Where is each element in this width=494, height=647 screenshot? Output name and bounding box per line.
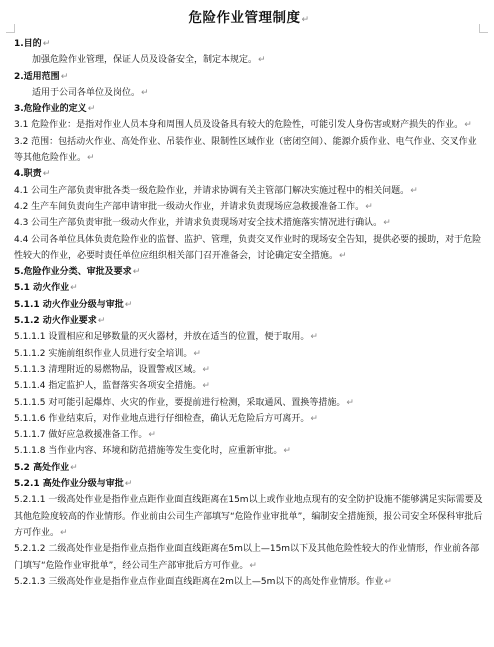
paragraph-mark: ↵ xyxy=(383,218,391,229)
section-heading xyxy=(14,69,484,85)
body-paragraph xyxy=(14,411,484,427)
paragraph-mark: ↵ xyxy=(132,267,141,278)
paragraph-mark: ↵ xyxy=(60,527,68,538)
paragraph-text: 适用于公司各单位及岗位。 xyxy=(32,87,141,98)
paragraph-mark: ↵ xyxy=(124,479,133,490)
section-heading xyxy=(14,476,484,492)
paragraph-text: 3.1 危险作业：是指对作业人员本身和周围人员及设备具有较大的危险性，可能引发人身伤害或财产损失的作业。 xyxy=(14,120,464,131)
margin-corner-mark xyxy=(479,24,488,33)
body-paragraph xyxy=(14,378,484,394)
body-paragraph xyxy=(14,492,484,541)
section-heading xyxy=(14,313,484,329)
paragraph-mark: ↵ xyxy=(193,348,201,359)
paragraph-mark: ↵ xyxy=(249,560,257,571)
paragraph-mark: ↵ xyxy=(258,55,266,66)
paragraph-mark: ↵ xyxy=(410,185,418,196)
paragraph-mark: ↵ xyxy=(339,250,347,261)
paragraph-text: 5.2.1.3 三级高处作业是指作业点作业面直线距离在2m以上—5m以下的高处作业情形。作业 xyxy=(14,576,384,587)
section-heading xyxy=(14,166,484,182)
paragraph-mark: ↵ xyxy=(310,332,318,343)
body-paragraph xyxy=(14,574,484,590)
paragraph-mark: ↵ xyxy=(42,169,51,180)
paragraph-text: 2.适用范围 xyxy=(14,71,60,82)
paragraph-mark: ↵ xyxy=(301,15,310,25)
paragraph-text: 5.1.1.5 对可能引起爆炸、火灾的作业，要提前进行检测，采取通风、置换等措施。 xyxy=(14,397,346,408)
margin-corner-mark xyxy=(6,24,15,33)
body-paragraph xyxy=(14,134,484,167)
section-heading xyxy=(14,460,484,476)
paragraph-mark: ↵ xyxy=(87,153,95,164)
paragraph-mark: ↵ xyxy=(148,430,156,441)
paragraph-text: 5.1.2 动火作业要求 xyxy=(14,316,97,327)
paragraph-text: 3.2 范围：包括动火作业、高处作业、吊装作业、限制性区域作业（密闭空间）、能源介质作业、电气作业、交叉作业等其他危险作业。 xyxy=(14,136,477,164)
paragraph-mark: ↵ xyxy=(124,299,133,310)
paragraph-text: 5.2.1.2 二级高处作业是指作业点指作业面直线距离在5m以上—15m以下及其他危险性较大的作业情形，作业前各部门填写“危险作业审批单”，经公司生产部审批后方可作业。 xyxy=(14,544,480,571)
paragraph-mark: ↵ xyxy=(42,39,51,49)
paragraph-mark: ↵ xyxy=(87,104,96,115)
paragraph-mark: ↵ xyxy=(464,120,472,131)
body-paragraph xyxy=(14,541,484,574)
paragraph-text: 4.4 公司各单位具体负责危险作业的监督、监护、管理，负责交叉作业时的现场安全告知，提供必要的援助，对于危险性较大的作业，必要时责任单位应组织相关部门召开准备会，讨论确定安全措施。 xyxy=(14,234,482,261)
paragraph-text: 5.1.1.2 实施前组织作业人员进行安全培训。 xyxy=(14,348,193,359)
paragraph-text: 4.职责 xyxy=(14,169,42,180)
paragraph-text: 加强危险作业管理，保证人员及设备安全，制定本规定。 xyxy=(32,55,258,66)
paragraph-text: 5.2.1 高处作业分级与审批 xyxy=(14,479,124,490)
body-paragraph xyxy=(14,346,484,362)
body-paragraph xyxy=(14,52,484,68)
paragraph-mark: ↵ xyxy=(283,446,291,457)
section-heading xyxy=(14,101,484,117)
section-heading xyxy=(14,297,484,313)
paragraph-text: 5.1.1.3 清理附近的易燃物品，设置警戒区域。 xyxy=(14,364,202,375)
paragraph-mark: ↵ xyxy=(202,381,210,392)
document-body xyxy=(14,36,484,590)
body-paragraph xyxy=(14,443,484,459)
paragraph-mark: ↵ xyxy=(310,413,318,424)
paragraph-mark: ↵ xyxy=(70,283,78,294)
paragraph-mark: ↵ xyxy=(70,462,78,473)
body-paragraph xyxy=(14,117,484,133)
paragraph-text: 5.1.1 动火作业分级与审批 xyxy=(14,299,124,310)
paragraph-text: 5.2 高处作业 xyxy=(14,462,70,473)
body-paragraph xyxy=(14,362,484,378)
paragraph-text: 4.3 公司生产部负责审批一级动火作业，并请求负责现场对安全技术措施落实情况进行确认。 xyxy=(14,218,383,229)
section-heading xyxy=(14,264,484,280)
title-text: 危险作业管理制度 xyxy=(188,10,301,26)
paragraph-mark: ↵ xyxy=(365,201,373,212)
paragraph-mark: ↵ xyxy=(60,71,69,82)
body-paragraph xyxy=(14,427,484,443)
paragraph-text: 3.危险作业的定义 xyxy=(14,104,87,115)
paragraph-mark: ↵ xyxy=(202,364,210,375)
body-paragraph xyxy=(14,329,484,345)
paragraph-mark: ↵ xyxy=(97,316,106,327)
paragraph-text: 4.1 公司生产部负责审批各类一级危险作业，并请求协调有关主管部门解决实施过程中的相关问题。 xyxy=(14,185,410,196)
document-title xyxy=(14,6,484,26)
body-paragraph xyxy=(14,85,484,101)
paragraph-text: 4.2 生产车间负责向生产部申请审批一级动火作业，并请求负责现场应急救援准备工作。 xyxy=(14,201,365,212)
paragraph-text: 5.2.1.1 一级高处作业是指作业点距作业面直线距离在15m以上或作业地点现有的安全防护设施不能够满足实际需要及其他危险度较高的作业情形。作业前由公司生产部填写“危险作业审批单”，编制安全措施预，报公司安全环保科审批后方可作业。 xyxy=(14,495,483,538)
section-heading xyxy=(14,280,484,296)
section-heading xyxy=(14,36,484,52)
paragraph-text: 5.1 动火作业 xyxy=(14,283,70,294)
body-paragraph xyxy=(14,232,484,265)
paragraph-text: 5.1.1.4 指定监护人，监督落实各项安全措施。 xyxy=(14,381,202,392)
paragraph-text: 5.1.1.6 作业结束后，对作业地点进行仔细检查，确认无危险后方可离开。 xyxy=(14,413,310,424)
paragraph-text: 5.危险作业分类、审批及要求 xyxy=(14,267,132,278)
paragraph-text: 5.1.1.7 做好应急救援准备工作。 xyxy=(14,430,148,441)
paragraph-text: 1.目的 xyxy=(14,39,42,49)
paragraph-mark: ↵ xyxy=(346,397,354,408)
paragraph-text: 5.1.1.8 当作业内容、环境和防范措施等发生变化时，应重新审批。 xyxy=(14,446,283,457)
body-paragraph xyxy=(14,199,484,215)
paragraph-mark: ↵ xyxy=(384,576,392,587)
body-paragraph xyxy=(14,183,484,199)
body-paragraph xyxy=(14,395,484,411)
paragraph-text: 5.1.1.1 设置相应和足够数量的灭火器材，并放在适当的位置，便于取用。 xyxy=(14,332,310,343)
paragraph-mark: ↵ xyxy=(141,87,149,98)
body-paragraph xyxy=(14,215,484,231)
